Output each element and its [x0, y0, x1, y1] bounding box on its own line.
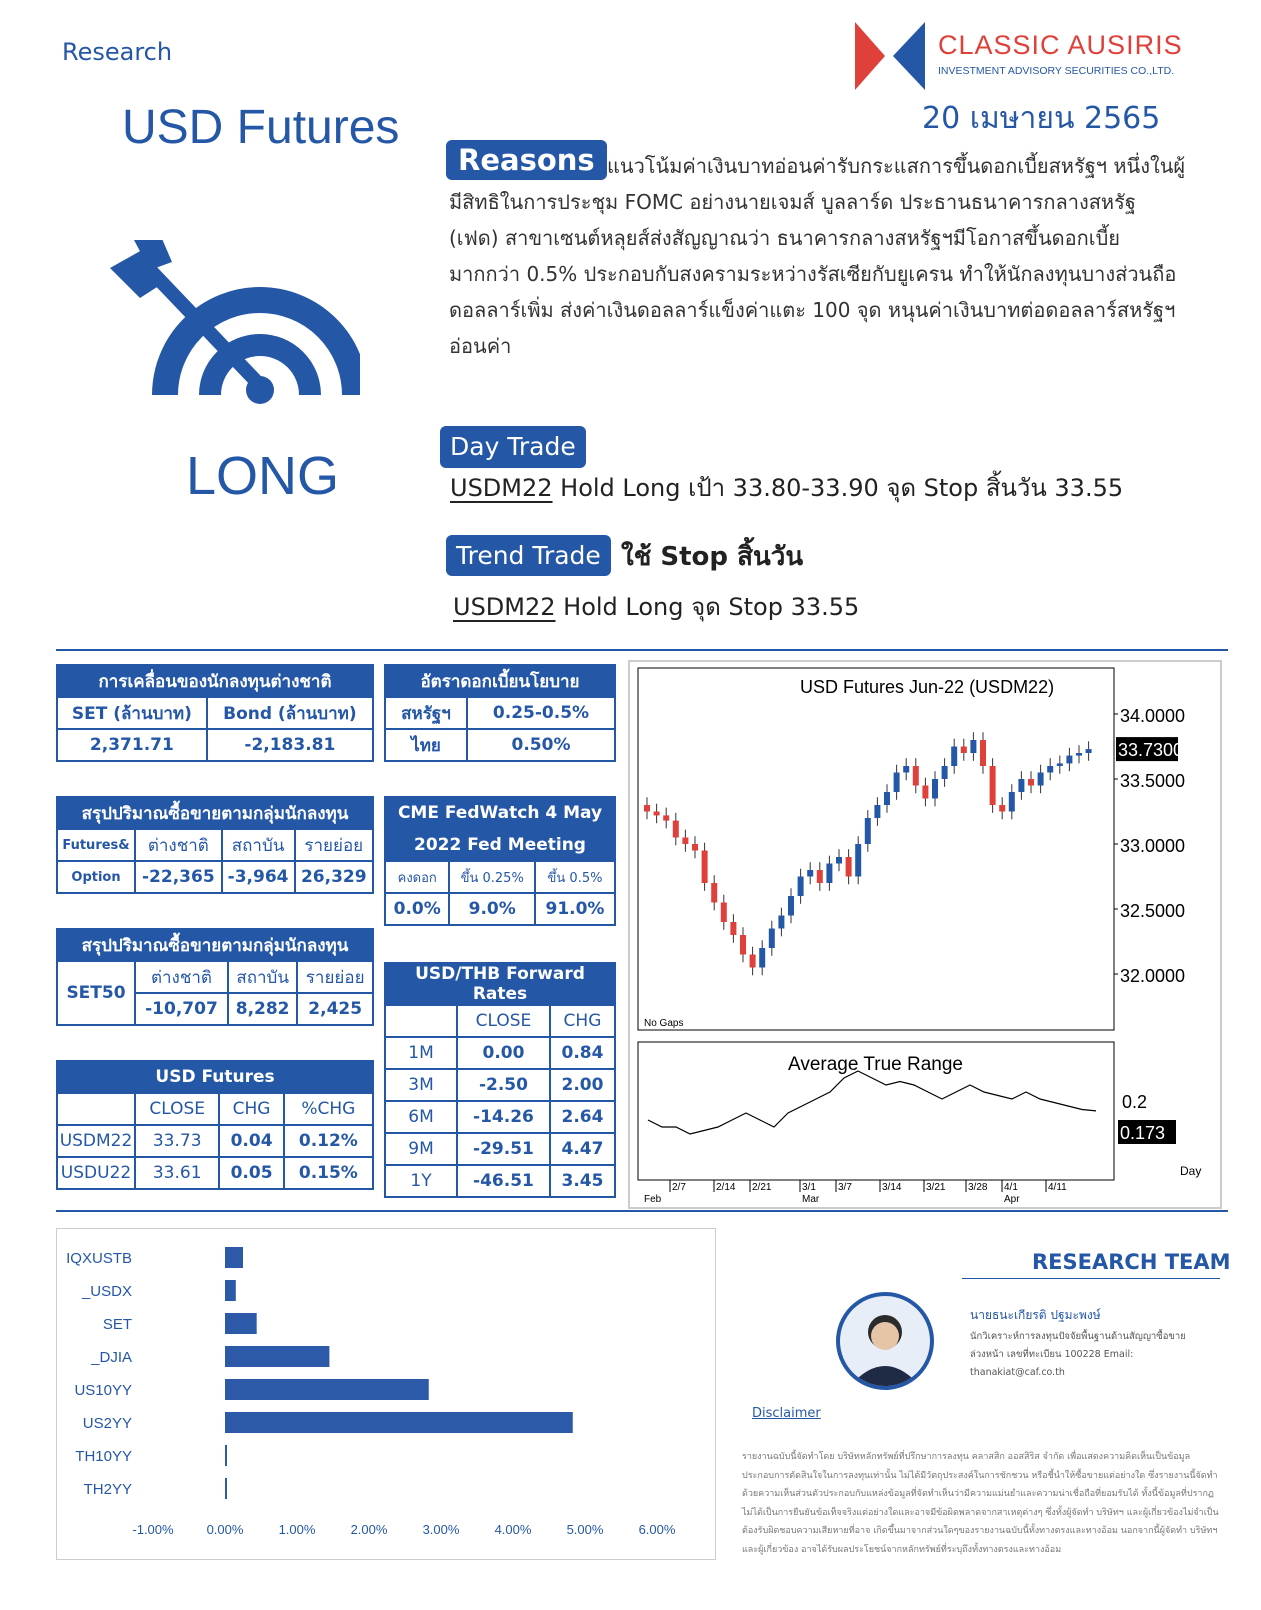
candle-body: [759, 948, 765, 968]
bar: [225, 1313, 257, 1334]
bar: [225, 1379, 429, 1400]
candle-body: [961, 747, 967, 754]
usd-futures-table: [56, 1060, 374, 1190]
table-cell: 4.47: [550, 1133, 615, 1165]
fedwatch-table: [384, 796, 616, 926]
candlestick-chart-svg: [630, 662, 1220, 1207]
x-tick-label: 0.00%: [206, 1522, 244, 1537]
table-cell: 2.64: [550, 1101, 615, 1133]
candle-body: [894, 773, 900, 793]
table-cell: [57, 1093, 135, 1125]
x-tick-label: 3/7: [838, 1182, 852, 1193]
candle-body: [654, 812, 660, 816]
table-cell: -2,183.81: [207, 729, 373, 761]
bar-category-label: IQXUSTB: [66, 1250, 132, 1267]
bar: [225, 1346, 329, 1367]
row-label: 3M: [385, 1069, 457, 1101]
x-tick-label: 3.00%: [422, 1522, 460, 1537]
candle-body: [1047, 766, 1053, 773]
bar-category-label: US10YY: [74, 1382, 132, 1399]
table-cell: 0.50%: [467, 729, 615, 761]
x-tick-label: 6.00%: [638, 1522, 676, 1537]
col-header: สถาบัน: [222, 829, 295, 861]
candle-body: [1028, 779, 1034, 786]
trend-trade-symbol: USDM22: [453, 593, 556, 621]
candle-body: [1076, 753, 1082, 756]
x-tick-label: 4/11: [1048, 1182, 1067, 1193]
candle-body: [798, 877, 804, 897]
candle-body: [846, 857, 852, 877]
table-cell: 2.00: [550, 1069, 615, 1101]
table-cell: ไทย: [385, 729, 467, 761]
table-cell: -3,964: [222, 861, 295, 893]
x-tick-label: 3/14: [882, 1182, 902, 1193]
candle-body: [874, 805, 880, 818]
futures-flow-table: [56, 796, 374, 894]
table-cell: 0.15%: [284, 1157, 373, 1189]
candle-body: [711, 883, 717, 903]
section-label: Research: [62, 38, 173, 66]
table-cell: -2.50: [457, 1069, 550, 1101]
chart-title: USD Futures Jun-22 (USDM22): [800, 677, 1055, 697]
disclaimer-text: รายงานฉบับนี้จัดทำโดย บริษัทหลักทรัพย์ที่ปรึกษาการลงทุน คลาสสิก ออสสิริส จำกัด เพื่อแสดงความคิดเห็นเป็นข้อมูลประกอบการตัดสินใจในการลงทุนเท่านั้น ไม่ได้มีวัตถุประสงค์ในการชักชวน หรือชี้นำให้ซื้อขายแต่อย่างใด ซึ่งรายงานนี้จัดทำด้วยความเห็นส่วนตัวประกอบกับแหล่งข้อมูลที่จัดทำเห็นว่ามีความแม่นยำและความน่าเชื่อถือที่ยอมรับได้ ทั้งนี้ข้อมูลที่ปรากฏไม่ได้เป็นการยืนยันข้อเท็จจริงแต่อย่างใดและอาจมีข้อผิดพลาดจากสาเหตุต่างๆ ซึ่งทั้งผู้จัดทำ บริษัทฯ และผู้เกี่ยวข้องไม่จำเป็นต้องรับผิดชอบความเสียหายที่อาจ เกิดขึ้นมาจากส่วนใดๆของรายงานฉบับนี้ทั้งทางตรงและทางอ้อม นอกจากนี้ผู้จัดทำ บริษัทฯ และผู้เกี่ยวข้อง อาจได้รับผลประโยชน์จากหลักทรัพย์ที่ระบุถึงทั้งทางตรงและทางอ้อม: [742, 1452, 1219, 1555]
table-title: อัตราดอกเบี้ยนโยบาย: [385, 665, 615, 697]
row-label: 1Y: [385, 1165, 457, 1197]
x-tick-label: 2/14: [716, 1182, 736, 1193]
candle-body: [692, 844, 698, 851]
bar-category-label: TH10YY: [75, 1448, 132, 1465]
table-cell: 26,329: [295, 861, 373, 893]
period-label: Day: [1180, 1164, 1202, 1178]
company-logo: [855, 22, 925, 92]
candle-body: [702, 851, 708, 884]
last-price-label: 33.7300: [1118, 740, 1184, 761]
bar-category-label: US2YY: [82, 1415, 132, 1432]
col-header: สถาบัน: [228, 961, 297, 993]
bar: [225, 1412, 573, 1433]
bar-category-label: TH2YY: [83, 1481, 132, 1498]
y-tick-label: 34.0000: [1120, 706, 1186, 726]
table-cell: 0.12%: [284, 1125, 373, 1157]
bar-category-label: _DJIA: [91, 1349, 132, 1366]
month-label: Apr: [1004, 1194, 1020, 1205]
table-cell: 0.00: [457, 1037, 550, 1069]
candle-body: [769, 929, 775, 949]
x-tick-label: 4.00%: [494, 1522, 532, 1537]
candle-body: [942, 766, 948, 779]
foreign-flow-table: [56, 664, 374, 762]
candle-body: [807, 870, 813, 877]
table-title: CME FedWatch 4 May: [385, 797, 615, 829]
atr-tick: 0.2: [1122, 1092, 1148, 1112]
table-title: USD/THB Forward Rates: [385, 963, 615, 1005]
bar: [225, 1445, 227, 1466]
avatar: [836, 1292, 934, 1390]
divider: [56, 649, 1228, 651]
candle-body: [903, 766, 909, 773]
row-label: 6M: [385, 1101, 457, 1133]
col-header: ต่างชาติ: [135, 829, 222, 861]
candle-body: [913, 766, 919, 786]
x-tick-label: 3/21: [926, 1182, 946, 1193]
candle-body: [865, 818, 871, 844]
candle-body: [826, 864, 832, 884]
table-cell: 0.04: [219, 1125, 283, 1157]
trend-trade-text: Hold Long จุด Stop 33.55: [555, 593, 860, 621]
table-cell: 2,425: [297, 993, 373, 1025]
row-label: SET50: [57, 961, 135, 1025]
candle-body: [740, 935, 746, 955]
table-cell: 0.05: [219, 1157, 283, 1189]
candle-body: [999, 805, 1005, 812]
table-cell: [385, 1005, 457, 1037]
col-header: ขึ้น 0.25%: [449, 861, 535, 893]
table-cell: -22,365: [135, 861, 222, 893]
research-team-title: RESEARCH TEAM: [1032, 1250, 1231, 1274]
table-cell: 33.73: [135, 1125, 219, 1157]
divider: [56, 1210, 1228, 1212]
col-header: CLOSE: [457, 1005, 550, 1037]
atr-last: 0.173: [1120, 1123, 1166, 1143]
month-label: Mar: [802, 1194, 820, 1205]
candle-body: [788, 896, 794, 916]
candle-body: [1009, 792, 1015, 812]
candle-body: [721, 903, 727, 923]
x-tick-label: 3/1: [802, 1182, 816, 1193]
candle-body: [1057, 763, 1063, 766]
table-cell: 2,371.71: [57, 729, 207, 761]
candle-body: [1066, 756, 1072, 764]
candle-body: [673, 821, 679, 838]
table-title: 2022 Fed Meeting: [385, 829, 615, 861]
target-icon: [110, 240, 360, 415]
day-trade-line: [450, 468, 1123, 507]
y-tick-label: 33.5000: [1120, 771, 1186, 791]
col-header: คงดอก: [385, 861, 449, 893]
page-title: USD Futures: [122, 101, 400, 154]
col-header: ต่างชาติ: [135, 961, 228, 993]
col-header: %CHG: [284, 1093, 373, 1125]
bar-category-label: _USDX: [81, 1283, 132, 1300]
table-cell: 33.61: [135, 1157, 219, 1189]
no-gaps-label: No Gaps: [644, 1018, 684, 1029]
analyst-description: นักวิเคราะห์การลงทุนปัจจัยพื้นฐานด้านสัญญาซื้อขายล่วงหน้า เลขที่ทะเบียน 100228 Email: thanakiat@caf.co.th: [970, 1331, 1186, 1378]
table-cell: 8,282: [228, 993, 297, 1025]
col-header: รายย่อย: [297, 961, 373, 993]
table-cell: 3.45: [550, 1165, 615, 1197]
table-cell: 0.84: [550, 1037, 615, 1069]
y-tick-label: 32.5000: [1120, 901, 1186, 921]
candle-body: [1018, 779, 1024, 792]
col-header: CLOSE: [135, 1093, 219, 1125]
trend-trade-badge: Trend Trade: [446, 535, 611, 576]
candle-body: [922, 786, 928, 799]
candle-body: [730, 922, 736, 935]
candle-body: [817, 870, 823, 883]
x-tick-label: 1.00%: [278, 1522, 316, 1537]
table-cell: 91.0%: [535, 893, 615, 925]
candle-body: [990, 766, 996, 805]
brand-subtitle: INVESTMENT ADVISORY SECURITIES CO.,LTD.: [938, 65, 1175, 77]
table-cell: -29.51: [457, 1133, 550, 1165]
divider: [962, 1278, 1220, 1279]
candle-body: [663, 815, 669, 820]
row-label: USDM22: [57, 1125, 135, 1157]
col-header: รายย่อย: [295, 829, 373, 861]
col-header: Bond (ล้านบาท): [207, 697, 373, 729]
col-header: CHG: [219, 1093, 283, 1125]
candle-body: [855, 844, 861, 877]
bar: [225, 1478, 227, 1499]
table-cell: สหรัฐฯ: [385, 697, 467, 729]
col-header: CHG: [550, 1005, 615, 1037]
row-label: USDU22: [57, 1157, 135, 1189]
col-header: SET (ล้านบาท): [57, 697, 207, 729]
table-title: สรุปปริมาณซื้อขายตามกลุ่มนักลงทุน: [57, 929, 373, 961]
x-tick-label: -1.00%: [132, 1522, 174, 1537]
candle-body: [682, 838, 688, 845]
candle-body: [980, 740, 986, 766]
day-trade-text: Hold Long เป้า 33.80-33.90 จุด Stop สิ้นวัน 33.55: [552, 474, 1124, 502]
bar: [225, 1280, 236, 1301]
month-label: Feb: [644, 1194, 662, 1205]
row-label: 1M: [385, 1037, 457, 1069]
row-label: Option: [57, 861, 135, 893]
col-header: ขึ้น 0.5%: [535, 861, 615, 893]
forward-rates-table: [384, 962, 616, 1198]
candle-body: [932, 779, 938, 799]
y-tick-label: 32.0000: [1120, 966, 1186, 986]
table-title: USD Futures: [57, 1061, 373, 1093]
candle-body: [644, 805, 650, 812]
x-tick-label: 4/1: [1004, 1182, 1018, 1193]
report-date: 20 เมษายน 2565: [922, 101, 1161, 136]
day-trade-symbol: USDM22: [450, 474, 553, 502]
row-label: Futures&: [57, 829, 135, 861]
trend-stop-note: ใช้ Stop สิ้นวัน: [621, 542, 804, 572]
disclaimer-link[interactable]: Disclaimer: [752, 1406, 821, 1421]
person-icon: [840, 1296, 930, 1386]
table-cell: -14.26: [457, 1101, 550, 1133]
policy-rate-table: [384, 664, 616, 762]
candle-body: [884, 792, 890, 805]
day-trade-badge: Day Trade: [440, 426, 586, 468]
reasons-text: แนวโน้มค่าเงินบาทอ่อนค่ารับกระแสการขึ้นดอกเบี้ยสหรัฐฯ หนึ่งในผู้มีสิทธิในการประชุม FOMC อย่างนายเจมส์ บูลลาร์ด ประธานธนาคารกลางสหรัฐ (เฟด) สาขาเซนต์หลุยส์ส่งสัญญาณว่า ธนาคารกลางสหรัฐฯมีโอกาสขึ้นดอกเบี้ย มากกว่า 0.5% ประกอบกับสงครามระหว่างรัสเซียกับยูเครน ทำให้นักลงทุนบางส่วนถือดอลลาร์เพิ่ม ส่งค่าเงินดอลลาร์แข็งค่าแตะ 100 จุด หนุนค่าเงินบาทต่อดอลลาร์สหรัฐฯอ่อนค่า: [449, 154, 1186, 358]
analyst-name: นายธนะเกียรติ ปฐมะพงษ์: [970, 1308, 1101, 1322]
set50-flow-table: [56, 928, 374, 1026]
reasons-badge: Reasons: [446, 140, 607, 180]
table-cell: 0.25-0.5%: [467, 697, 615, 729]
performance-bar-chart-svg: [57, 1229, 715, 1559]
candle-body: [836, 857, 842, 864]
x-tick-label: 3/28: [968, 1182, 988, 1193]
y-tick-label: 33.0000: [1120, 836, 1186, 856]
performance-bar-chart: [56, 1228, 716, 1560]
x-tick-label: 2/7: [672, 1182, 686, 1193]
stance-label: LONG: [186, 446, 340, 506]
table-cell: 9.0%: [449, 893, 535, 925]
table-cell: -10,707: [135, 993, 228, 1025]
candlestick-chart: [628, 660, 1222, 1209]
bar-category-label: SET: [102, 1316, 132, 1333]
candle-body: [1086, 749, 1092, 753]
trend-trade-line: [453, 587, 859, 626]
x-tick-label: 2/21: [752, 1182, 772, 1193]
atr-title: Average True Range: [788, 1054, 963, 1075]
bar: [225, 1247, 243, 1268]
x-tick-label: 5.00%: [566, 1522, 604, 1537]
candle-body: [1038, 773, 1044, 786]
candle-body: [750, 955, 756, 968]
x-tick-label: 2.00%: [350, 1522, 388, 1537]
candle-body: [951, 747, 957, 767]
candle-body: [970, 740, 976, 753]
brand-name: CLASSIC AUSIRIS: [938, 30, 1183, 60]
row-label: 9M: [385, 1133, 457, 1165]
table-cell: -46.51: [457, 1165, 550, 1197]
candle-body: [778, 916, 784, 929]
table-cell: 0.0%: [385, 893, 449, 925]
table-title: การเคลื่อนของนักลงทุนต่างชาติ: [57, 665, 373, 697]
table-title: สรุปปริมาณซื้อขายตามกลุ่มนักลงทุน: [57, 797, 373, 829]
